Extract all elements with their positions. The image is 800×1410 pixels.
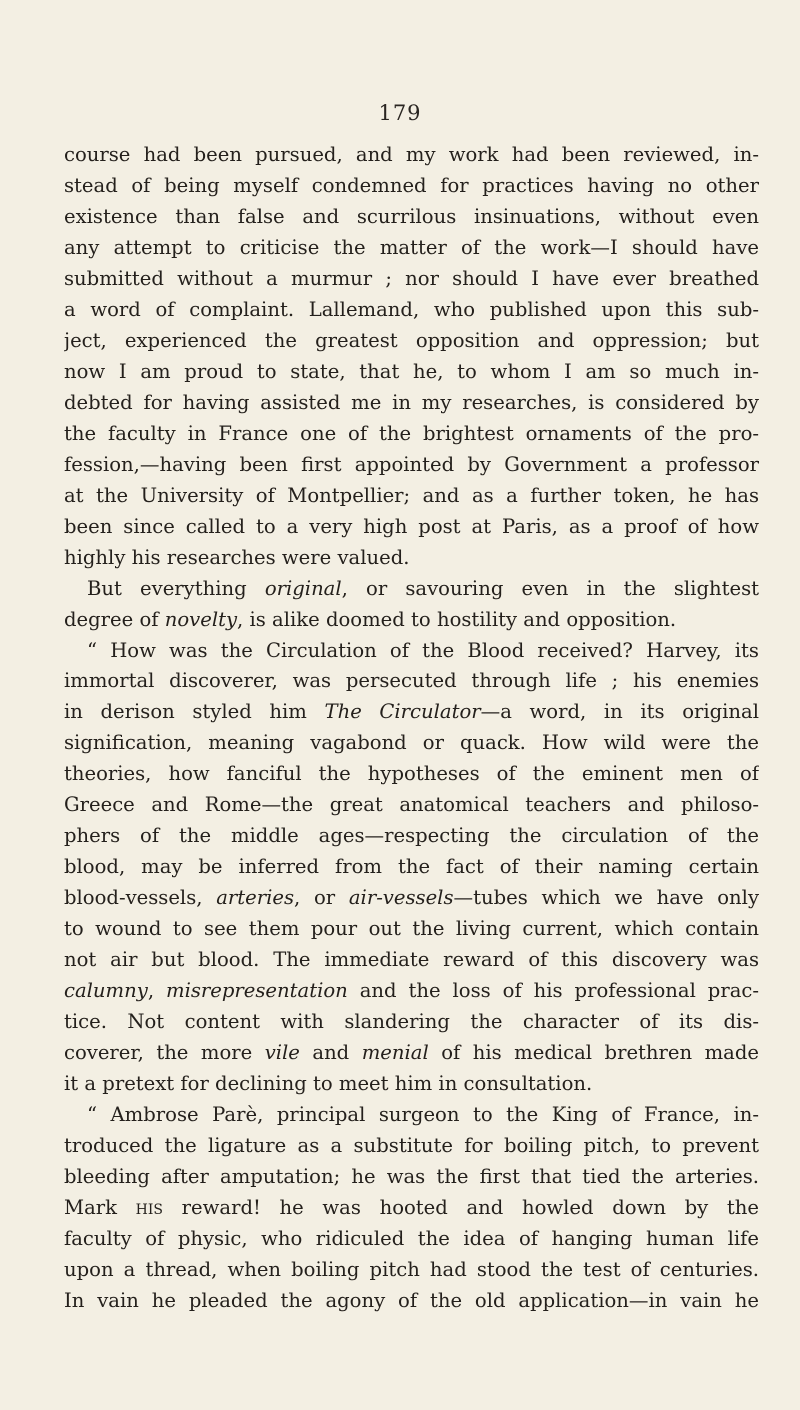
text-line: calumny, misrepresentation and the loss of his professional prac- [64,979,759,1003]
text-line: Greece and Rome—the great anatomical teachers and philoso- [64,793,759,817]
text-line: at the University of Montpellier; and as a further token, he has [64,483,759,507]
text-line: In vain he pleaded the agony of the old application—in vain he [64,1288,759,1312]
text-line: any attempt to criticise the matter of the work—I should have [64,235,759,259]
text-line: “ Ambrose Parè, principal surgeon to the King of France, in- [87,1103,759,1127]
body-text [64,140,759,1317]
text-line: immortal discoverer, was persecuted through life ; his enemies [64,669,759,693]
text-line: upon a thread, when boiling pitch had stood the test of centuries. [64,1257,759,1281]
text-line: ject, experienced the greatest opposition and oppression; but [64,328,759,352]
text-line: it a pretext for declining to meet him in consultation. [64,1072,593,1096]
text-line: troduced the ligature as a substitute for boiling pitch, to prevent [64,1134,759,1157]
text-line: phers of the middle ages—respecting the circulation of the [64,824,759,848]
text-line: degree of novelty, is alike doomed to hostility and opposition. [64,607,677,631]
text-line: been since called to a very high post at Paris, as a proof of how [64,514,759,538]
text-line: Mark his reward! he was hooted and howled down by the [64,1195,759,1219]
text-line: now I am proud to state, that he, to whom I am so much in- [64,359,759,383]
text-line: the faculty in France one of the brightest ornaments of the pro- [64,421,759,445]
text-line: existence than false and scurrilous insinuations, without even [64,204,759,228]
text-line: bleeding after amputation; he was the first that tied the arteries. [64,1164,759,1188]
text-line: not air but blood. The immediate reward of this discovery was [64,948,759,972]
text-line: stead of being myself condemned for practices having no other [64,173,759,197]
text-line: fession,—having been first appointed by Government a professor [64,452,759,476]
text-line: coverer, the more vile and menial of his medical brethren made [64,1041,759,1065]
text-line: in derison styled him The Circulator—a word, in its original [64,700,759,724]
text-line: tice. Not content with slandering the character of its dis- [64,1010,759,1034]
text-line: signification, meaning vagabond or quack. How wild were the [64,731,759,755]
text-line: to wound to see them pour out the living current, which contain [64,917,759,941]
text-line: blood-vessels, arteries, or air-vessels—tubes which we have only [64,886,759,910]
text-line: debted for having assisted me in my researches, is considered by [64,390,759,414]
text-line: submitted without a murmur ; nor should I have ever breathed [64,266,759,290]
text-line: blood, may be inferred from the fact of their naming certain [64,855,759,879]
text-line: faculty of physic, who ridiculed the idea of hanging human life [64,1226,759,1250]
text-line: course had been pursued, and my work had been reviewed, in- [64,143,759,166]
text-line: But everything original, or savouring even in the slightest [87,576,759,600]
text-line: theories, how fanciful the hypotheses of the eminent men of [64,762,759,786]
text-line: a word of complaint. Lallemand, who published upon this sub- [64,297,759,321]
page-number: 179 [378,101,422,125]
text-line: “ How was the Circulation of the Blood received? Harvey, its [87,638,759,662]
text-line: highly his researches were valued. [64,545,410,569]
